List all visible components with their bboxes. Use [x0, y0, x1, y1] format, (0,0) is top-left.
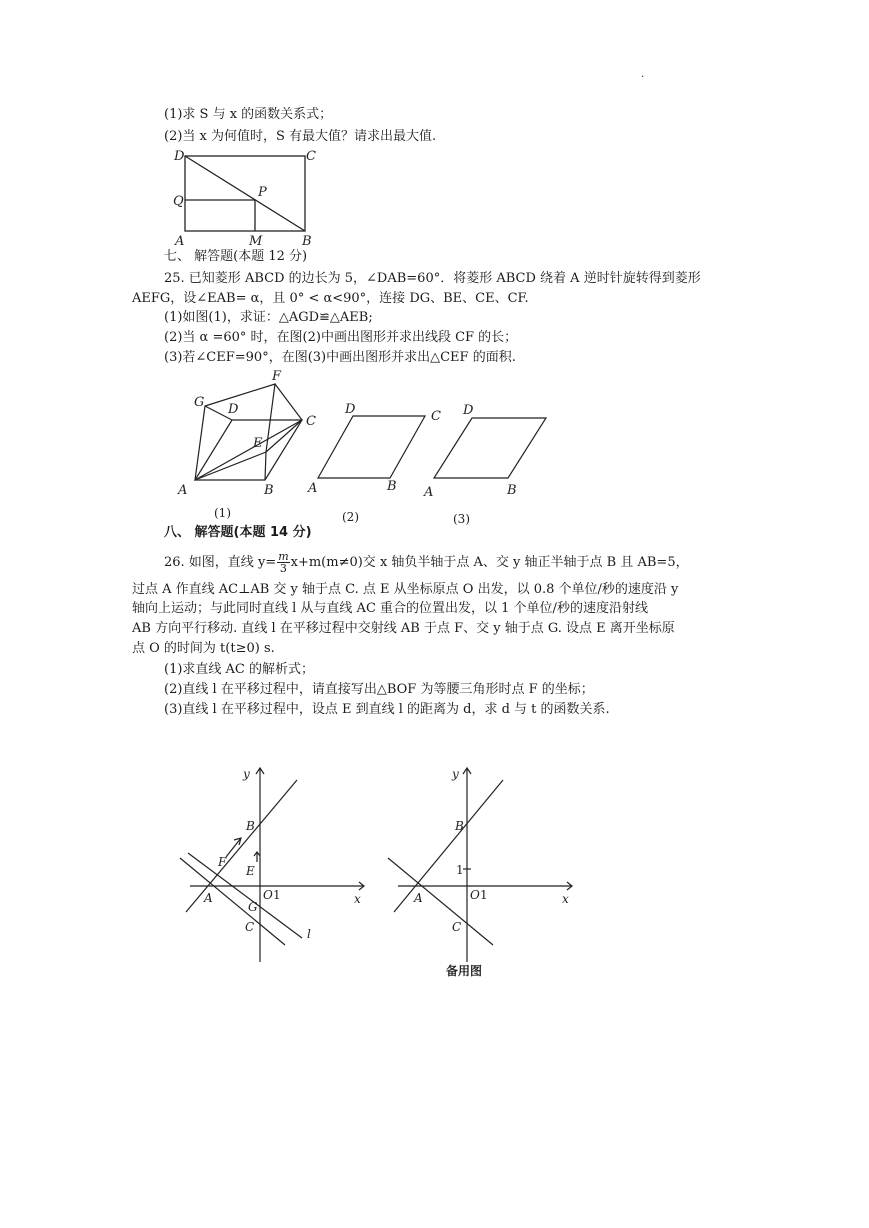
graph2-caption: 备用图 — [446, 964, 483, 978]
graph1-label-x: x — [354, 892, 361, 906]
graph2-label-b: B — [455, 819, 464, 833]
label-a: A — [175, 234, 185, 249]
graph1-label-g: G — [248, 900, 258, 914]
fig2-label-c: C — [431, 409, 441, 424]
graph2-label-o: O — [470, 888, 480, 902]
graph1-label-c: C — [245, 920, 255, 934]
graph2-label-1: 1 — [480, 888, 488, 902]
label-b: B — [302, 234, 312, 249]
q24-part2: (2)当 x 为何值时，S 有最大值？请求出最大值. — [164, 129, 437, 144]
fig3-label-b: B — [507, 483, 517, 498]
label-m: M — [249, 234, 263, 249]
q26-line2: 过点 A 作直线 AC⊥AB 交 y 轴于点 C. 点 E 从坐标原点 O 出发，以 0.8 个单位/秒的速度沿 y — [132, 582, 679, 597]
graph1-label-1: 1 — [273, 888, 281, 902]
graph1-arrow-shaft — [226, 838, 241, 857]
fig2-label-b: B — [387, 479, 397, 494]
graph1-label-l: l — [307, 927, 311, 941]
graph1-label-y: y — [243, 767, 250, 781]
q26-part1: (1)求直线 AC 的解析式； — [164, 662, 315, 677]
graph1-label-b: B — [246, 819, 255, 833]
label-q: Q — [173, 194, 184, 209]
fig2-label-d: D — [345, 402, 356, 417]
q26-part3: (3)直线 l 在平移过程中，设点 E 到直线 l 的距离为 d，求 d 与 t 的函数关系. — [164, 702, 610, 717]
graph1-label-o: O — [263, 888, 273, 902]
fig3-caption: (3) — [453, 512, 470, 526]
fig1-label-f: F — [272, 369, 282, 384]
fig1-label-g: G — [194, 395, 205, 410]
q25-part1: (1)如图(1)，求证：△AGD≌△AEB; — [164, 310, 373, 325]
q26-part2: (2)直线 l 在平移过程中，请直接写出△BOF 为等腰三角形时点 F 的坐标； — [164, 682, 594, 697]
q26-line5: 点 O 的时间为 t(t≥0) s. — [132, 641, 275, 656]
q26-frac-num: m — [278, 550, 289, 563]
fig3-label-d: D — [463, 403, 474, 418]
fig1-label-d: D — [228, 402, 239, 417]
fig1-caption: (1) — [214, 506, 231, 520]
q26-line3: 轴向上运动；与此同时直线 l 从与直线 AC 重合的位置出发，以 1 个单位/秒的速度沿射线 — [132, 601, 648, 616]
graph2-label-a: A — [414, 891, 423, 905]
fig1-label-a: A — [178, 483, 188, 498]
fig2-caption: (2) — [342, 510, 359, 524]
q25-line2: AEFG，设∠EAB= α，且 0° < α<90°，连接 DG、BE、CE、CF. — [132, 291, 529, 306]
q26-pre: 26. 如图，直线 y= — [164, 555, 277, 570]
graph2-label-y: y — [452, 767, 459, 781]
q25-line1: 25. 已知菱形 ABCD 的边长为 5，∠DAB=60°．将菱形 ABCD 绕着 A 逆时针旋转得到菱形 — [164, 271, 701, 286]
graph2-label-c: C — [452, 920, 462, 934]
graph1-label-f: F — [218, 855, 227, 869]
graph1-label-e: E — [246, 864, 255, 878]
graph2-label-1y: 1 — [456, 863, 464, 877]
label-d: D — [174, 149, 185, 164]
q26-frac-den: 3 — [279, 562, 287, 575]
section-7-heading: 七、 解答题(本题 12 分) — [164, 249, 308, 264]
label-c: C — [306, 149, 316, 164]
fig1-label-b: B — [264, 483, 274, 498]
fig1-label-e: E — [253, 436, 263, 451]
q26-post: x+m(m≠0)交 x 轴负半轴于点 A、交 y 轴正半轴于点 B 且 AB=5， — [290, 555, 689, 570]
corner-mark: . — [641, 69, 645, 80]
fig1-label-c: C — [306, 414, 316, 429]
fig3-label-a: A — [424, 485, 434, 500]
q25-part2: (2)当 α =60° 时，在图(2)中画出图形并求出线段 CF 的长； — [164, 330, 518, 345]
q26-line4: AB 方向平行移动. 直线 l 在平移过程中交射线 AB 于点 F、交 y 轴于点 G. 设点 E 离开坐标原 — [132, 621, 675, 636]
fig2-label-a: A — [308, 481, 318, 496]
q25-part3: (3)若∠CEF=90°，在图(3)中画出图形并求出△CEF 的面积. — [164, 350, 516, 365]
q24-part1: (1)求 S 与 x 的函数关系式； — [164, 107, 333, 122]
label-p: P — [258, 185, 267, 200]
section-8-heading: 八、 解答题(本题 14 分) — [164, 525, 312, 540]
graph1-label-a: A — [204, 891, 213, 905]
graph2-label-x: x — [562, 892, 569, 906]
